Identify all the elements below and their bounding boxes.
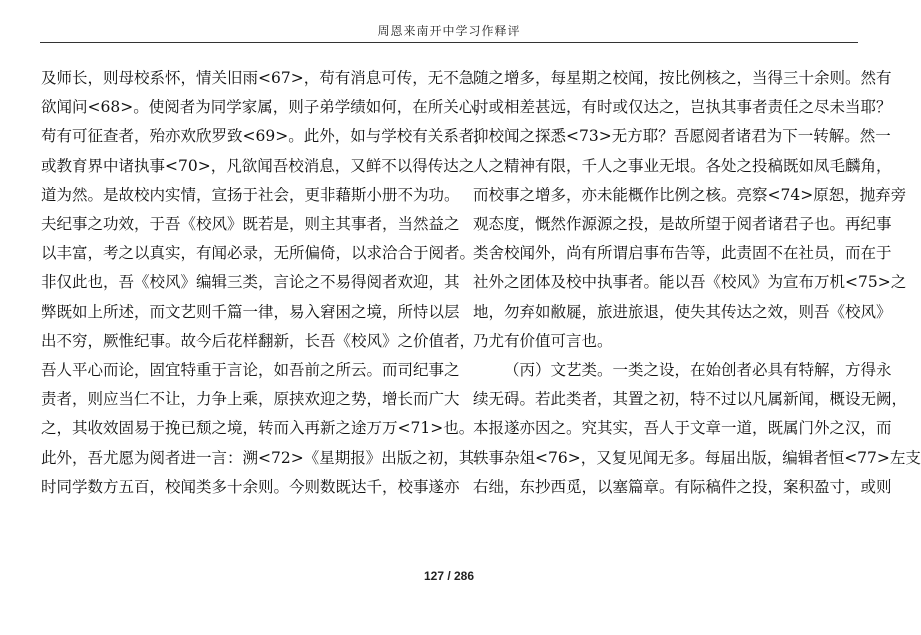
section-heading-line: （丙）文艺类。一类之设，在始创者必具有特解，方得永 — [504, 361, 892, 380]
text-line: 抑校闻之探悉<73>无方耶？吾愿阅者诸君为下一转解。然一 — [473, 127, 891, 146]
text-line: 出不穷，厥惟纪事。故今后花样翻新，长吾《校风》之价值者， — [41, 331, 476, 350]
left-text-column — [41, 64, 490, 502]
text-line: 人之精神有限，千人之事业无垠。各处之投稿既如凤毛麟角， — [473, 156, 892, 175]
text-line: 责者，则应当仁不让，力争上乘，原挟欢迎之势，增长而广大 — [41, 390, 460, 409]
text-line: 苟有可征查者，殆亦欢欣罗致<69>。此外，如与学校有关系者， — [41, 127, 490, 146]
text-line: 弊既如上所述，而文艺则千篇一律，易入窘困之境，所恃以层 — [41, 302, 460, 321]
text-line: 类舍校闻外，尚有所谓启事布告等，此责固不在社员，而在于 — [473, 244, 892, 263]
text-line: 欲闻问<68>。使阅者为同学家属，则子弟学绩如何，在所关心， — [41, 98, 490, 117]
text-line: 时同学数方五百，校闻类多十余则。今则数既达千，校事遂亦 — [41, 477, 460, 496]
text-line: 本报遂亦因之。究其实，吾人于文章一道，既属门外之汉，而 — [473, 419, 892, 438]
text-line: 夫纪事之功效，于吾《校风》既若是，则主其事者，当然益之 — [41, 215, 460, 234]
text-line: 道为然。是故校内实情，宣扬于社会，更非藉斯小册不为功。 — [41, 185, 460, 204]
text-line: 此外，吾尤愿为阅者进一言：溯<72>《星期报》出版之初，其 — [41, 448, 475, 467]
running-header: 周恩来南开中学习作释评 — [377, 24, 521, 38]
text-line: 时或相差甚远，有时或仅达之，岂执其事者责任之尽未当耶？ — [473, 98, 892, 117]
text-line: 社外之团体及校中执事者。能以吾《校风》为宣布万机<75>之 — [473, 273, 907, 292]
page-number: 127 / 286 — [423, 569, 475, 583]
text-line: 右绌，东抄西觅，以塞篇章。有际稿件之投，案积盈寸，或则 — [473, 477, 892, 496]
paragraph-last-line: 乃尤有价值可言也。 — [473, 331, 613, 350]
header-divider — [40, 42, 858, 43]
text-line: 及师长，则母校系怀，情关旧雨<67>，苟有消息可传，无不急 — [41, 69, 475, 87]
text-line: 而校事之增多，亦未能概作比例之核。亮察<74>原恕，抛弃旁 — [473, 185, 907, 204]
text-line: 以丰富，考之以真实，有闻必录，无所偏倚，以求洽合于阅者。 — [41, 244, 476, 263]
text-line: 观态度，慨然作源源之投，是故所望于阅者诸君子也。再纪事 — [473, 215, 892, 234]
text-line: 之，其收效固易于挽已颓之境，转而入再新之途万万<71>也。 — [41, 419, 475, 438]
text-line: 地，勿弃如敝屣，旅进旅退，使失其传达之效，则吾《校风》 — [473, 302, 892, 321]
text-line: 轶事杂俎<76>，又复见闻无多。每届出版，编辑者恒<77>左支 — [473, 448, 921, 467]
text-line: 吾人平心而论，固宜特重于言论，如吾前之所云。而司纪事之 — [41, 361, 460, 380]
text-line: 续无碍。若此类者，其置之初，特不过以凡属新闻，概设无阙， — [473, 390, 908, 409]
text-line: 非仅此也，吾《校风》编辑三类，言论之不易得阅者欢迎，其 — [41, 273, 460, 292]
text-line: 随之增多，每星期之校闻，按比例核之，当得三十余则。然有 — [473, 69, 892, 87]
right-text-column — [473, 64, 921, 502]
text-line: 或教育界中诸执事<70>，凡欲闻吾校消息，又鲜不以得传达之 — [41, 156, 475, 175]
